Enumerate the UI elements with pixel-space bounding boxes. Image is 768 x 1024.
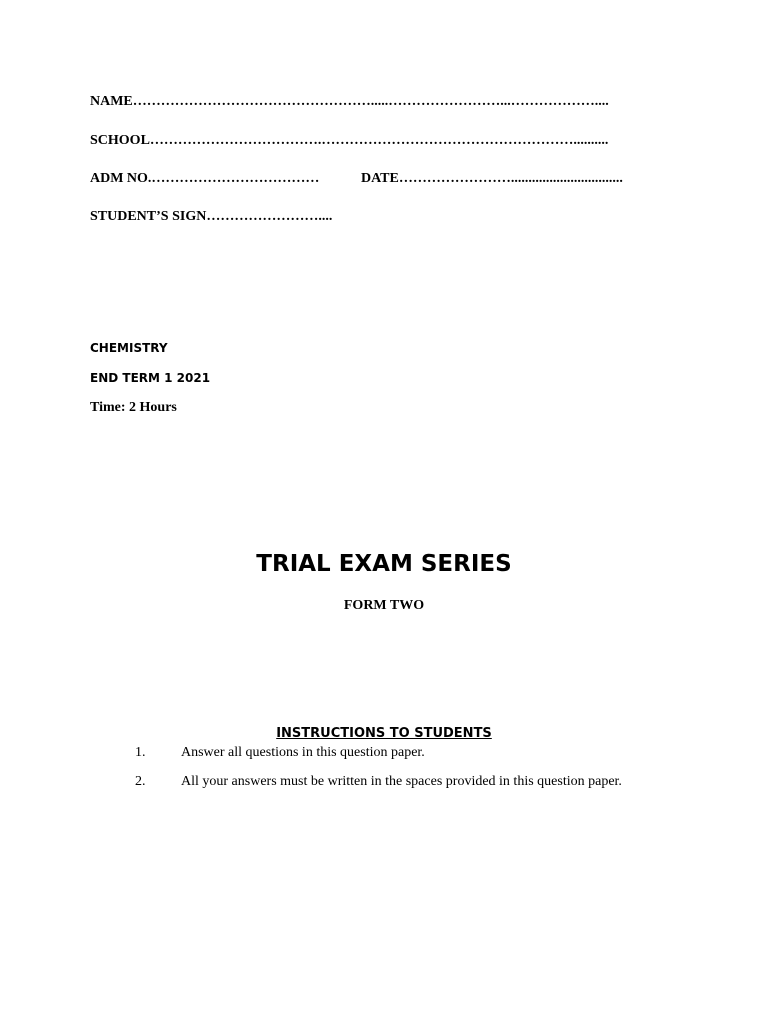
instructions-heading: INSTRUCTIONS TO STUDENTS xyxy=(276,726,492,741)
adm-no-field-line: ADM NO.……………………………… xyxy=(90,171,320,186)
exam-title: TRIAL EXAM SERIES xyxy=(256,551,512,577)
exam-form-level: FORM TWO xyxy=(343,598,425,613)
exam-term: END TERM 1 2021 xyxy=(90,371,211,385)
exam-duration: Time: 2 Hours xyxy=(90,400,177,415)
student-sign-field-line: STUDENT’S SIGN…………………….... xyxy=(90,209,333,224)
subject-name: CHEMISTRY xyxy=(90,341,168,355)
instruction-text: All your answers must be written in the spaces provided in this question paper. xyxy=(181,774,622,789)
school-field-line: SCHOOL……………………………….……………………………………………….......... xyxy=(90,133,609,148)
date-field-line: DATE……………………................................ xyxy=(361,171,623,186)
instruction-text: Answer all questions in this question paper. xyxy=(181,745,425,760)
name-field-line: NAME…………………………………………….....……………………...……………….... xyxy=(90,94,609,109)
instruction-number: 2. xyxy=(135,774,146,789)
instruction-number: 1. xyxy=(135,745,146,760)
